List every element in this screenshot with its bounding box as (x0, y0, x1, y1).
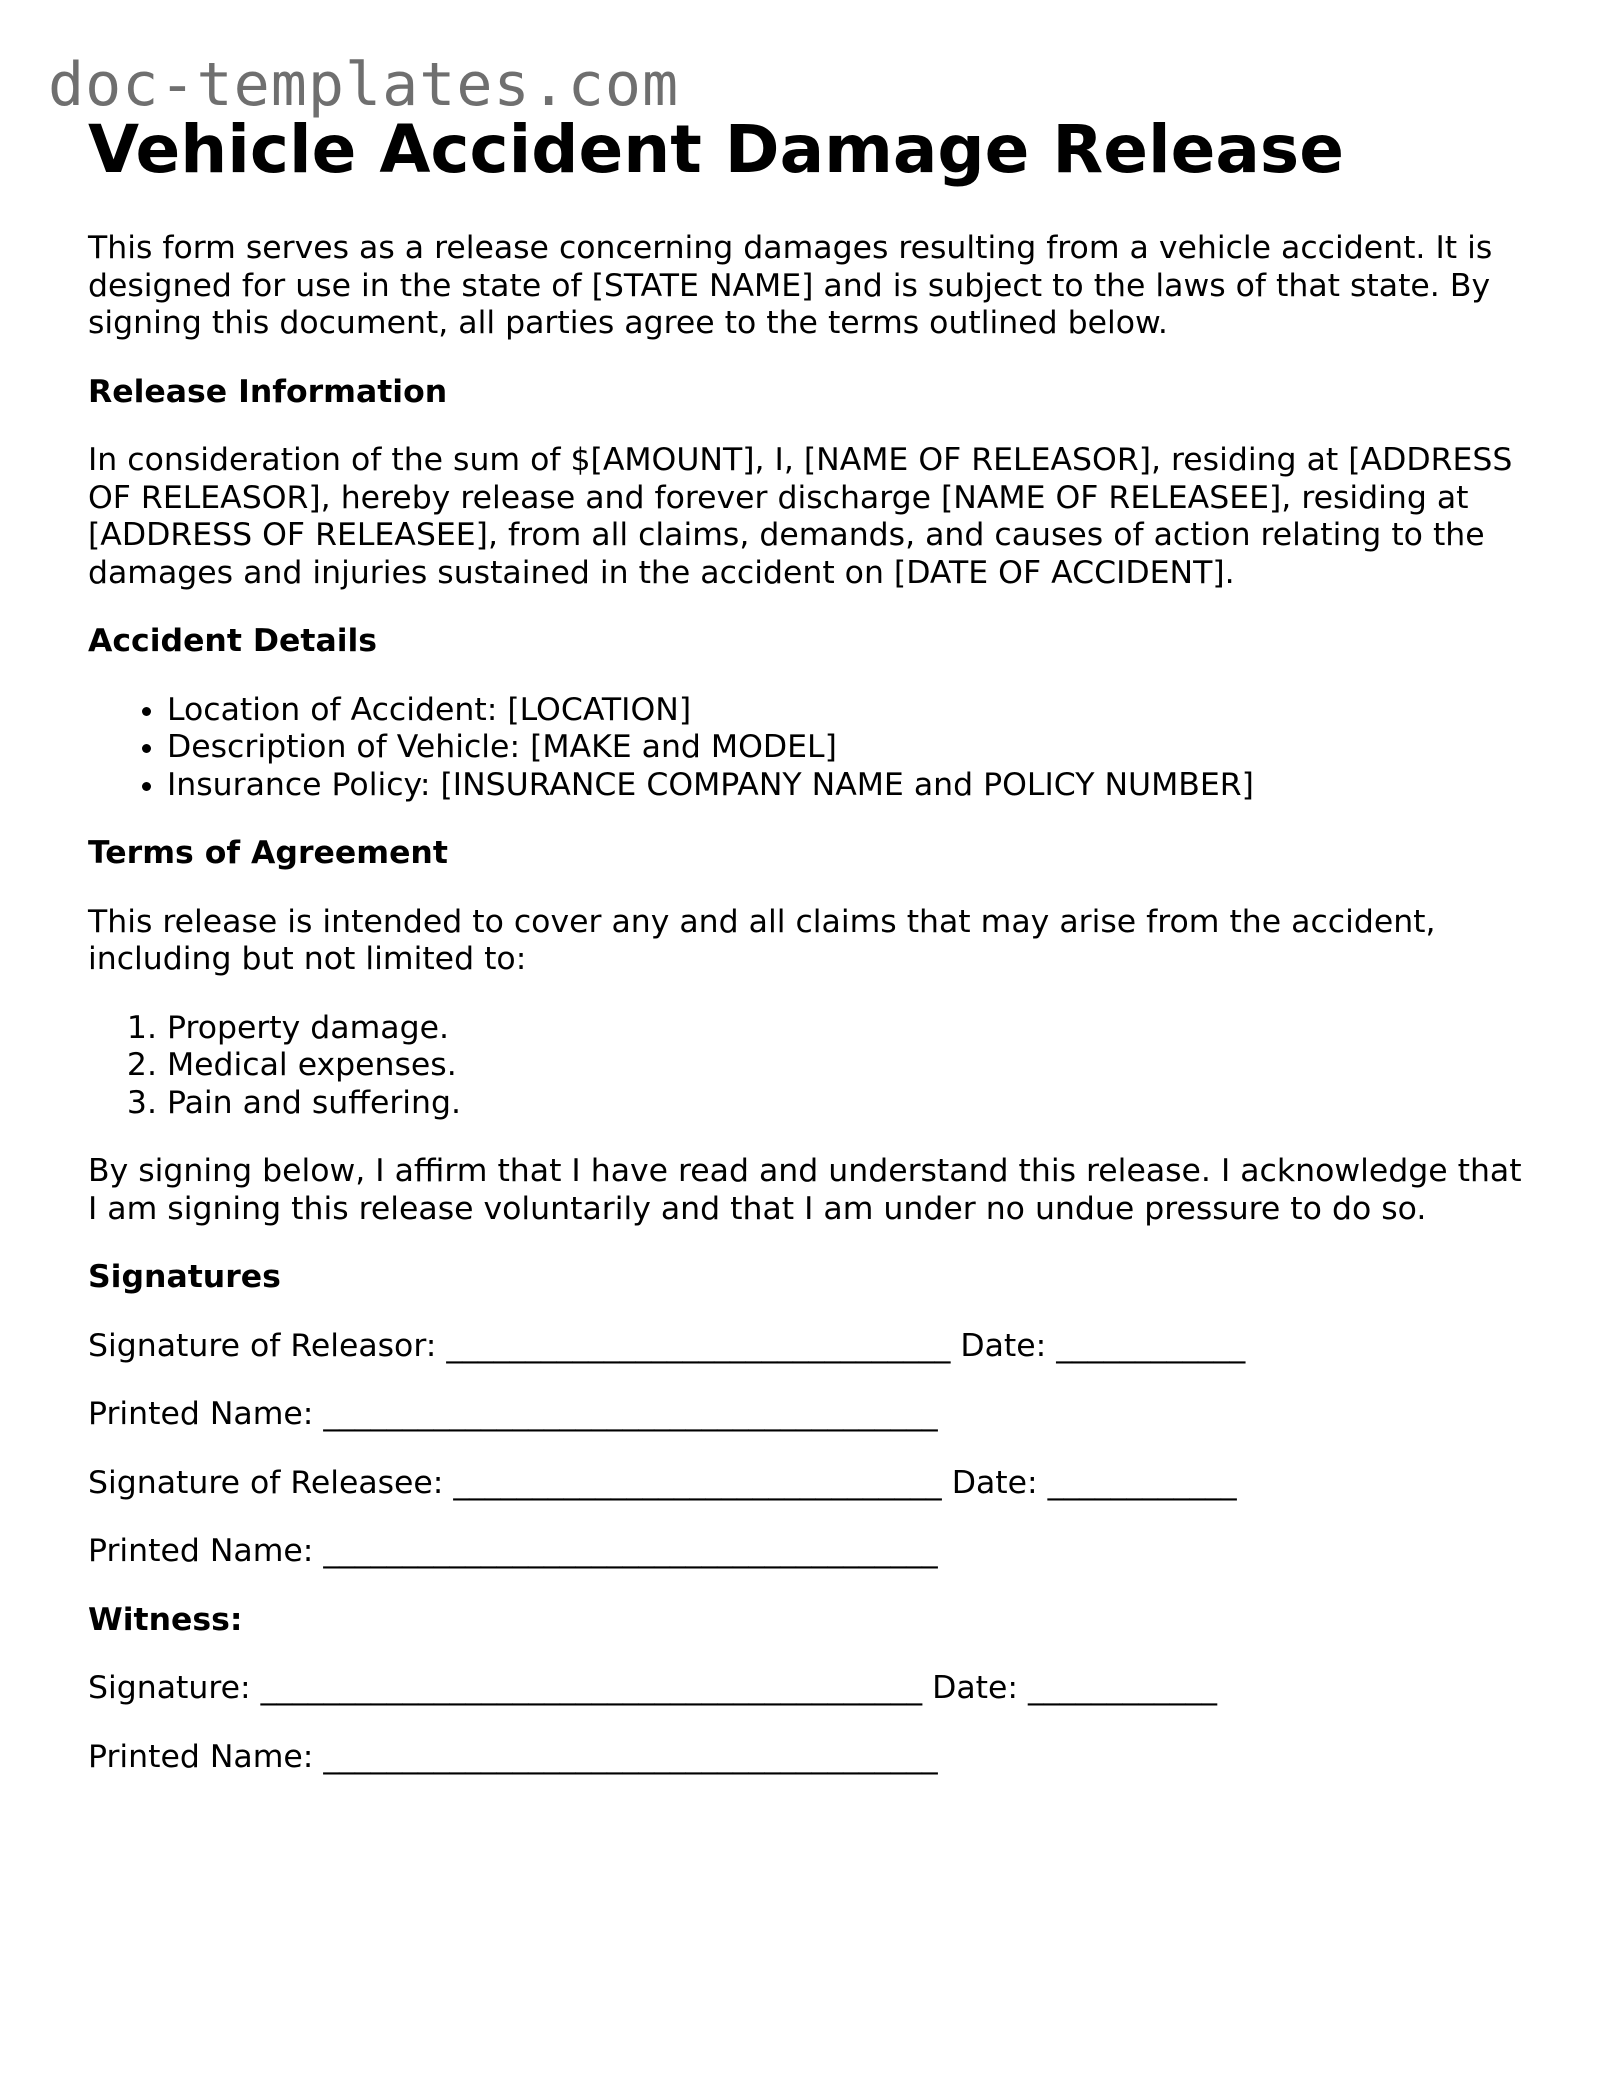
witness-printed-name-line[interactable]: Printed Name: _______________________________________ (88, 1738, 938, 1775)
list-item: 2. Medical expenses. (167, 1047, 1528, 1085)
terms-list (88, 1010, 1528, 1123)
list-item: 1. Property damage. (167, 1010, 1528, 1048)
list-item: • Insurance Policy: [INSURANCE COMPANY NAME and POLICY NUMBER] (167, 767, 1528, 805)
releasor-printed-name-line[interactable]: Printed Name: _______________________________________ (88, 1396, 938, 1432)
accident-details-heading: Accident Details (88, 623, 378, 659)
watermark-logo: doc-templates.com (48, 50, 680, 120)
accident-details-list (88, 692, 1528, 805)
terms-heading: Terms of Agreement (88, 835, 448, 871)
list-item: 3. Pain and suffering. (167, 1085, 1528, 1123)
release-information-text: In consideration of the sum of $[AMOUNT], I, [NAME OF RELEASOR], residing at [ADDRESS OF RELEASOR], hereby release and forever discharge [NAME OF RELEASEE], residing at [ADDRESS OF RELEASEE], from all claims, demands, and causes of action relating to the damages and injuries sustained in the accident on [DATE OF ACCIDENT]. (88, 442, 1513, 591)
witness-signature-line[interactable]: Signature: __________________________________________ Date: ____________ (88, 1670, 1218, 1706)
releasor-signature-line[interactable]: Signature of Releasor: ________________________________ Date: ____________ (88, 1327, 1246, 1364)
document-page (88, 110, 1528, 1776)
releasee-signature-line[interactable]: Signature of Releasee: _______________________________ Date: ____________ (88, 1464, 1237, 1501)
document-title: Vehicle Accident Damage Release (88, 111, 1344, 188)
release-information-heading: Release Information (88, 373, 448, 410)
terms-text: This release is intended to cover any and all claims that may arise from the accident, including but not limited to: (88, 903, 1436, 977)
releasee-printed-name-line[interactable]: Printed Name: _______________________________________ (88, 1533, 938, 1569)
list-item: • Location of Accident: [LOCATION] (167, 692, 1528, 730)
witness-heading: Witness: (88, 1601, 243, 1638)
intro-paragraph: This form serves as a release concerning damages resulting from a vehicle accident. It is designed for use in the state of [STATE NAME] and is subject to the laws of that state. By signing this document, all parties agree to the terms outlined below. (88, 230, 1493, 341)
affirmation-text: By signing below, I affirm that I have read and understand this release. I acknowledge that I am signing this release voluntarily and that I am under no undue pressure to do so. (88, 1153, 1522, 1227)
list-item: • Description of Vehicle: [MAKE and MODEL] (167, 729, 1528, 767)
signatures-heading: Signatures (88, 1259, 281, 1295)
